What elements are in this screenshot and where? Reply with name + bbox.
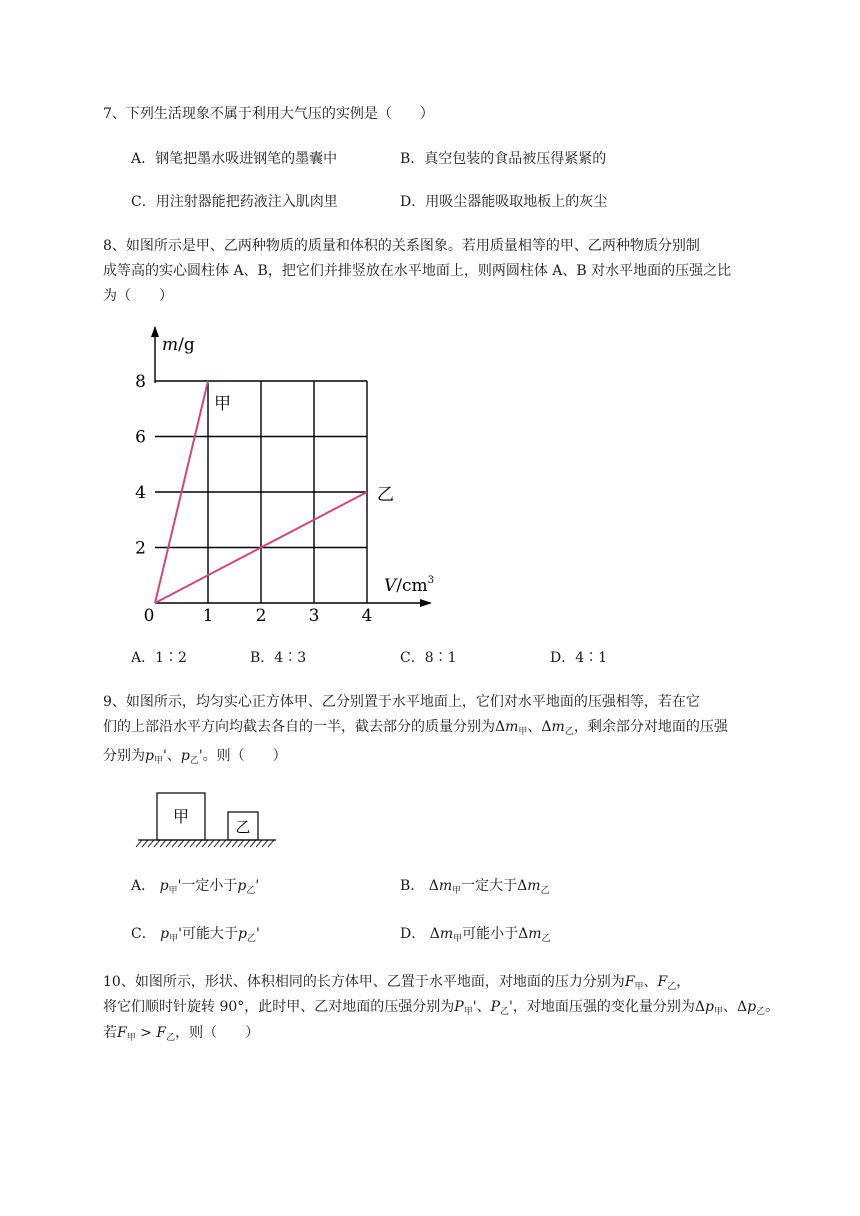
q9-option-d[interactable]: D． $\Delta m_甲$可能小于$\Delta m_乙$ bbox=[400, 926, 551, 944]
cube-jia-label: 甲 bbox=[172, 807, 190, 826]
hatch-stroke bbox=[172, 840, 178, 847]
hatch-stroke bbox=[190, 840, 196, 847]
hatch-stroke bbox=[154, 840, 160, 847]
q9-option-c[interactable]: C． $p_甲'$可能大于$p_乙'$ bbox=[131, 926, 260, 944]
hatch-stroke bbox=[226, 840, 232, 847]
y-axis-label: m/g bbox=[162, 335, 195, 355]
q8-option-c[interactable]: C．8∶1 bbox=[400, 650, 457, 666]
hatch-stroke bbox=[166, 840, 172, 847]
x-tick-label-3: 3 bbox=[308, 606, 320, 626]
hatch-stroke bbox=[196, 840, 202, 847]
q7-option-c[interactable]: C．用注射器能把药液注入肌肉里 bbox=[131, 194, 338, 210]
hatch-stroke bbox=[244, 840, 250, 847]
q10-stem-line-2: 将它们顺时针旋转 90°，此时甲、乙对地面的压强分别为$P_甲'$、$P_乙'$，对地面压强的变化量分别为$\Delta p_甲$、$\Delta p_乙$。 bbox=[103, 999, 780, 1017]
x-axis-label: $V/cm^3$ bbox=[384, 575, 435, 596]
hatch-stroke bbox=[160, 840, 166, 847]
hatch-stroke bbox=[268, 840, 274, 847]
q8-option-d[interactable]: D．4∶1 bbox=[550, 650, 608, 666]
hatch-stroke bbox=[256, 840, 262, 847]
q8-stem-line-3: 为（ ） bbox=[103, 288, 173, 304]
q8-option-b[interactable]: B．4∶3 bbox=[250, 650, 307, 666]
y-tick-label-4: 4 bbox=[135, 483, 146, 503]
q8-stem-line-1: 8、如图所示是甲、乙两种物质的质量和体积的关系图象。若用质量相等的甲、乙两种物质分别制 bbox=[103, 238, 700, 254]
q7-option-d[interactable]: D．用吸尘器能吸取地板上的灰尘 bbox=[400, 194, 608, 210]
q8-option-a[interactable]: A．1∶2 bbox=[131, 650, 187, 666]
grid-lines bbox=[155, 381, 367, 603]
q9-stem-line-1: 9、如图所示，均匀实心正方体甲、乙分别置于水平地面上，它们对水平地面的压强相等，若在它 bbox=[103, 694, 700, 710]
x-tick-label-4: 4 bbox=[361, 606, 373, 626]
series-label-2: 乙 bbox=[377, 485, 394, 505]
cube-yi-label: 乙 bbox=[235, 818, 251, 836]
hatch-stroke bbox=[142, 840, 148, 847]
chart-grid bbox=[151, 326, 435, 607]
hatch-stroke bbox=[184, 840, 190, 847]
hatch-stroke bbox=[136, 840, 142, 847]
q10-stem-line-3: 若$F_甲 > F_乙$，则（ ） bbox=[103, 1025, 260, 1043]
hatch-stroke bbox=[250, 840, 256, 847]
q9-stem-line-2: 们的上部沿水平方向均截去各自的一半，截去部分的质量分别为$\Delta m_甲$、$\Delta m_乙$，剩余部分对地面的压强 bbox=[103, 719, 728, 737]
y-tick-label-6: 6 bbox=[135, 427, 146, 448]
hatch-stroke bbox=[238, 840, 244, 847]
x-axis-arrow-icon bbox=[420, 599, 432, 607]
q9-option-a[interactable]: A． $p_甲'$一定小于$p_乙'$ bbox=[131, 878, 260, 896]
q7-stem: 7、下列生活现象不属于利用大气压的实例是（ ） bbox=[103, 106, 434, 122]
hatch-stroke bbox=[202, 840, 208, 847]
ground-hatching bbox=[136, 840, 274, 847]
cubes-on-ground-figure bbox=[130, 788, 280, 850]
hatch-stroke bbox=[262, 840, 268, 847]
series-label-1: 甲 bbox=[214, 394, 231, 414]
mass-volume-chart bbox=[120, 325, 450, 630]
x-tick-label-1: 1 bbox=[202, 606, 214, 626]
origin-label: 0 bbox=[143, 606, 155, 626]
y-tick-label-2: 2 bbox=[135, 538, 146, 559]
tick-labels bbox=[135, 372, 372, 626]
q9-stem-line-3: 分别为$p_甲'$、$p_乙'$。则（ ） bbox=[103, 748, 287, 766]
hatch-stroke bbox=[220, 840, 226, 847]
q8-stem-line-2: 成等高的实心圆柱体 A、B，把它们并排竖放在水平地面上，则两圆柱体 A、B 对水平地面的压强之比 bbox=[103, 263, 732, 279]
hatch-stroke bbox=[232, 840, 238, 847]
hatch-stroke bbox=[208, 840, 214, 847]
q9-option-b[interactable]: B． $\Delta m_甲$一定大于$\Delta m_乙$ bbox=[400, 878, 550, 896]
y-tick-label-8: 8 bbox=[135, 372, 146, 392]
q10-stem-line-1: 10、如图所示，形状、体积相同的长方体甲、乙置于水平地面，对地面的压力分别为$F_甲$、$F_乙$， bbox=[103, 974, 691, 992]
y-axis-arrow-icon bbox=[151, 326, 159, 337]
x-tick-label-2: 2 bbox=[255, 606, 267, 626]
q7-option-b[interactable]: B．真空包装的食品被压得紧紧的 bbox=[400, 151, 607, 167]
hatch-stroke bbox=[214, 840, 220, 847]
hatch-stroke bbox=[148, 840, 154, 847]
q7-option-a[interactable]: A．钢笔把墨水吸进钢笔的墨囊中 bbox=[131, 151, 338, 167]
hatch-stroke bbox=[178, 840, 184, 847]
